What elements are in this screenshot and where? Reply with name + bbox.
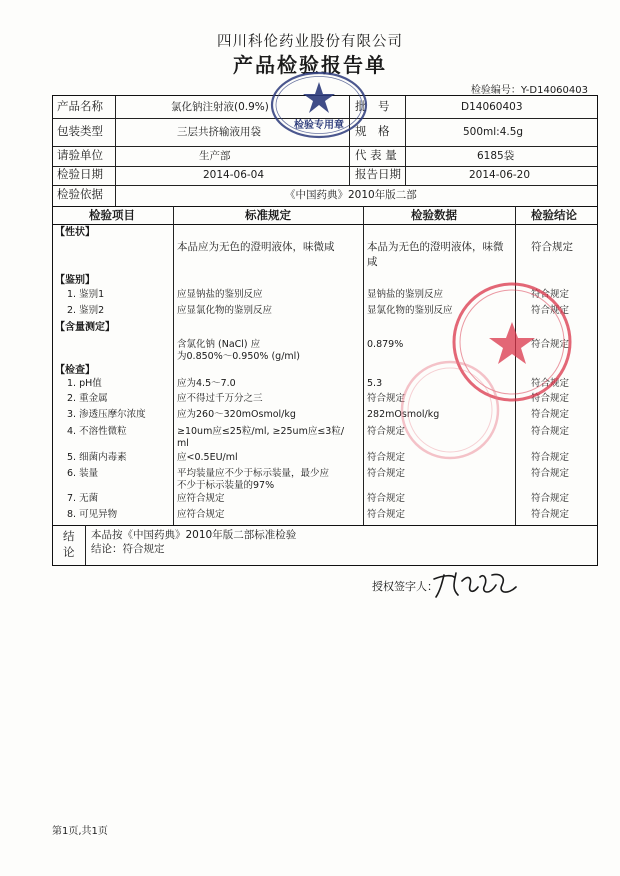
inspect-date-value: 2014-06-04 bbox=[203, 169, 265, 181]
particle-data: 符合规定 bbox=[367, 426, 406, 437]
section-content: 【含量测定】 bbox=[55, 322, 115, 333]
ph-result: 符合规定 bbox=[531, 378, 570, 389]
heavy-standard: 应不得过千万分之三 bbox=[177, 393, 263, 404]
header-standard: 标准规定 bbox=[245, 208, 291, 222]
sterile-standard: 应符合规定 bbox=[177, 493, 225, 504]
id1-data: 显钠盐的鉴别反应 bbox=[367, 289, 444, 300]
requester-value: 生产部 bbox=[199, 150, 231, 162]
requester-label: 请验单位 bbox=[57, 148, 103, 162]
osmo-result: 符合规定 bbox=[531, 409, 570, 420]
header-conclusion: 检验结论 bbox=[531, 208, 577, 222]
quantity-label: 代 表 量 bbox=[355, 148, 397, 162]
batch-label: 批 号 bbox=[355, 99, 390, 113]
secondary-stamp bbox=[396, 356, 504, 464]
package-type-label: 包装类型 bbox=[57, 124, 103, 138]
osmo-data: 282mOsmol/kg bbox=[367, 409, 440, 420]
basis-value: 《中国药典》2010年版二部 bbox=[285, 189, 417, 201]
package-type-value: 三层共挤输液用袋 bbox=[177, 126, 261, 138]
endotoxin-result: 符合规定 bbox=[531, 452, 570, 463]
quantity-value: 6185袋 bbox=[477, 150, 515, 162]
particle-result: 符合规定 bbox=[531, 426, 570, 437]
fill-item: 6. 装量 bbox=[67, 468, 99, 479]
sterile-data: 符合规定 bbox=[367, 493, 406, 504]
fill-result: 符合规定 bbox=[531, 468, 570, 479]
traits-data-line1: 本品为无色的澄明液体，味微 bbox=[367, 241, 504, 253]
heavy-item: 2. 重金属 bbox=[67, 393, 108, 404]
header-item: 检验项目 bbox=[89, 208, 135, 222]
fill-data: 符合规定 bbox=[367, 468, 406, 479]
report-number: 检验编号：Y-D14060403 bbox=[470, 85, 588, 96]
heavy-result: 符合规定 bbox=[531, 393, 570, 404]
page-title: 产品检验报告单 bbox=[233, 53, 387, 77]
osmo-standard: 应为260～320mOsmol/kg bbox=[177, 409, 296, 420]
endotoxin-item: 5. 细菌内毒素 bbox=[67, 452, 127, 463]
report-date-value: 2014-06-20 bbox=[469, 169, 531, 181]
id1-result: 符合规定 bbox=[531, 289, 570, 300]
id1-standard: 应显钠盐的鉴别反应 bbox=[177, 289, 263, 300]
content-result: 符合规定 bbox=[531, 339, 570, 350]
endotoxin-standard: 应<0.5EU/ml bbox=[177, 452, 238, 463]
particle-standard-line2: ml bbox=[177, 438, 189, 449]
inspection-seal-text: 检验专用章 bbox=[294, 120, 344, 131]
particle-item: 4. 不溶性微粒 bbox=[67, 426, 127, 437]
heavy-data: 符合规定 bbox=[367, 393, 406, 404]
signature bbox=[430, 565, 520, 601]
sterile-result: 符合规定 bbox=[531, 493, 570, 504]
section-identify: 【鉴别】 bbox=[55, 275, 95, 286]
report-date-label: 报告日期 bbox=[355, 167, 401, 181]
ph-data: 5.3 bbox=[367, 378, 383, 389]
visible-item: 8. 可见异物 bbox=[67, 509, 118, 520]
product-name-value: 氯化钠注射液(0.9%) bbox=[171, 101, 269, 113]
visible-standard: 应符合规定 bbox=[177, 509, 225, 520]
osmo-item: 3. 渗透压摩尔浓度 bbox=[67, 409, 146, 420]
visible-data: 符合规定 bbox=[367, 509, 406, 520]
page-footer: 第1页,共1页 bbox=[52, 826, 108, 837]
inspect-date-label: 检验日期 bbox=[57, 167, 103, 181]
batch-value: D14060403 bbox=[461, 101, 523, 113]
id1-item: 1. 鉴别1 bbox=[67, 289, 105, 300]
id2-data: 显氯化物的鉴别反应 bbox=[367, 305, 453, 316]
content-standard-line2: 为0.850%～0.950% (g/ml) bbox=[177, 351, 301, 362]
company-name: 四川科伦药业股份有限公司 bbox=[217, 34, 403, 50]
ph-standard: 应为4.5～7.0 bbox=[177, 378, 236, 389]
id2-standard: 应显氯化物的鉴别反应 bbox=[177, 305, 273, 316]
particle-standard-line1: ≥10um应≤25粒/ml, ≥25um应≤3粒/ bbox=[177, 426, 345, 437]
section-check: 【检查】 bbox=[55, 365, 95, 376]
header-data: 检验数据 bbox=[411, 208, 457, 222]
id2-result: 符合规定 bbox=[531, 305, 570, 316]
conclusion-label-2: 论 bbox=[63, 545, 75, 559]
visible-result: 符合规定 bbox=[531, 509, 570, 520]
product-name-label: 产品名称 bbox=[57, 99, 103, 113]
traits-result: 符合规定 bbox=[531, 241, 573, 253]
fill-standard-line1: 平均装量应不少于标示装量，最少应 bbox=[177, 468, 330, 479]
traits-data-line2: 咸 bbox=[367, 256, 378, 268]
traits-standard: 本品应为无色的澄明液体，味微咸 bbox=[177, 241, 335, 253]
conclusion-label-1: 结 bbox=[63, 529, 75, 543]
content-standard-line1: 含氯化钠 (NaCl) 应 bbox=[177, 339, 261, 350]
id2-item: 2. 鉴别2 bbox=[67, 305, 105, 316]
ph-item: 1. pH值 bbox=[67, 378, 102, 389]
sterile-item: 7. 无菌 bbox=[67, 493, 99, 504]
conclusion-line-1: 本品按《中国药典》2010年版二部标准检验 bbox=[91, 529, 297, 541]
spec-label: 规 格 bbox=[355, 124, 390, 138]
section-traits: 【性状】 bbox=[55, 227, 95, 238]
fill-standard-line2: 不少于标示装量的97% bbox=[177, 480, 275, 491]
signature-label: 授权签字人： bbox=[372, 580, 438, 593]
inspection-seal bbox=[269, 70, 369, 140]
content-data: 0.879% bbox=[367, 339, 404, 350]
conclusion-line-2: 结论：符合规定 bbox=[91, 543, 165, 555]
basis-label: 检验依据 bbox=[57, 187, 103, 201]
endotoxin-data: 符合规定 bbox=[367, 452, 406, 463]
spec-value: 500ml:4.5g bbox=[463, 126, 524, 138]
